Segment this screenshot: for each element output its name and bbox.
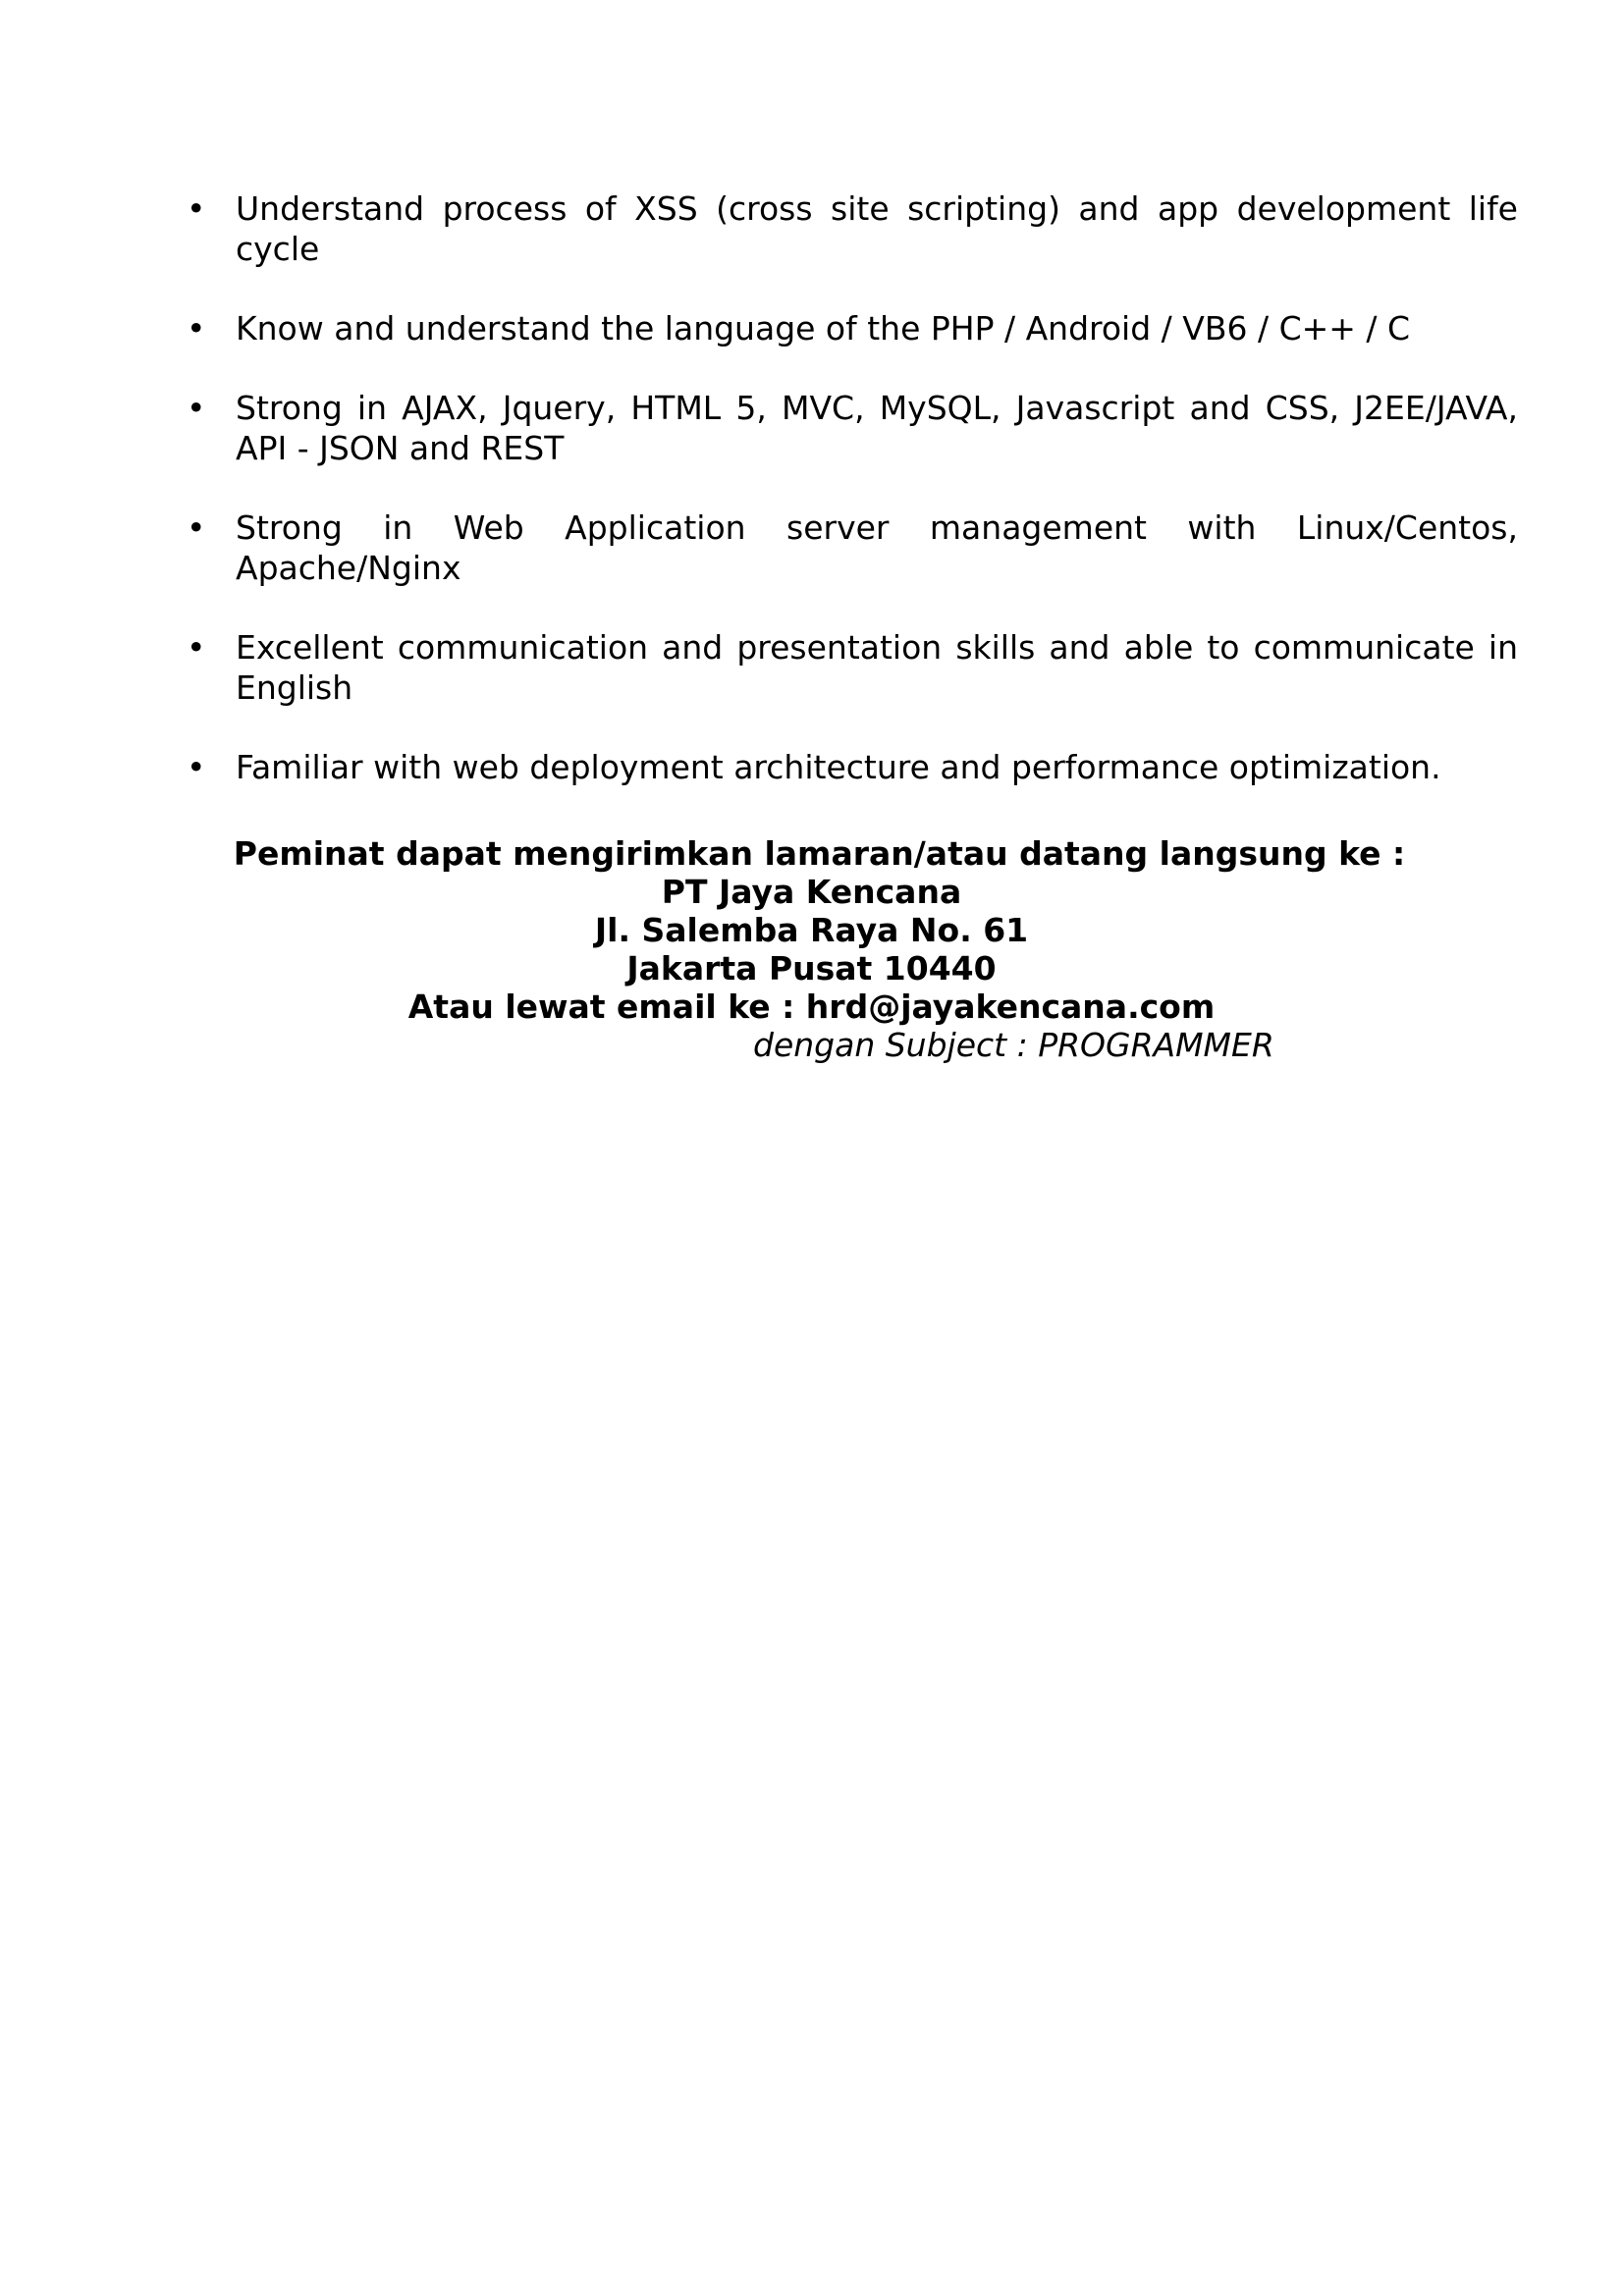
bullet-icon: • xyxy=(187,748,206,786)
contact-block xyxy=(0,834,1623,1064)
bullet-icon: • xyxy=(187,309,206,347)
bullet-icon: • xyxy=(187,628,206,667)
email-line: Atau lewat email ke : hrd@jayakencana.com xyxy=(407,988,1216,1026)
requirement-text: Excellent communication and presentation skills and able to communicate in English xyxy=(236,628,1518,707)
requirement-text: Understand process of XSS (cross site scripting) and app development life cycle xyxy=(236,189,1518,268)
bullet-icon: • xyxy=(187,389,206,427)
city-postal: Jakarta Pusat 10440 xyxy=(626,949,997,988)
list-item xyxy=(177,747,1518,787)
list-item xyxy=(177,507,1518,588)
company-name: PT Jaya Kencana xyxy=(661,873,962,911)
email-subject: dengan Subject : PROGRAMMER xyxy=(753,1026,1274,1064)
list-item xyxy=(177,188,1518,269)
application-intro: Peminat dapat mengirimkan lamaran/atau datang langsung ke : xyxy=(233,834,1406,873)
street-address: Jl. Salemba Raya No. 61 xyxy=(594,911,1029,949)
bullet-icon: • xyxy=(187,508,206,547)
list-item xyxy=(177,627,1518,708)
list-item xyxy=(177,388,1518,468)
list-item xyxy=(177,308,1518,348)
requirement-text: Strong in Web Application server management with Linux/Centos, Apache/Nginx xyxy=(236,508,1518,587)
requirement-text: Strong in AJAX, Jquery, HTML 5, MVC, MySQL, Javascript and CSS, J2EE/JAVA, API - JSON and REST xyxy=(236,389,1518,467)
requirement-text: Familiar with web deployment architecture and performance optimization. xyxy=(236,748,1441,786)
bullet-icon: • xyxy=(187,189,206,228)
requirement-text: Know and understand the language of the PHP / Android / VB6 / C++ / C xyxy=(236,309,1411,347)
requirements-list xyxy=(177,188,1518,827)
